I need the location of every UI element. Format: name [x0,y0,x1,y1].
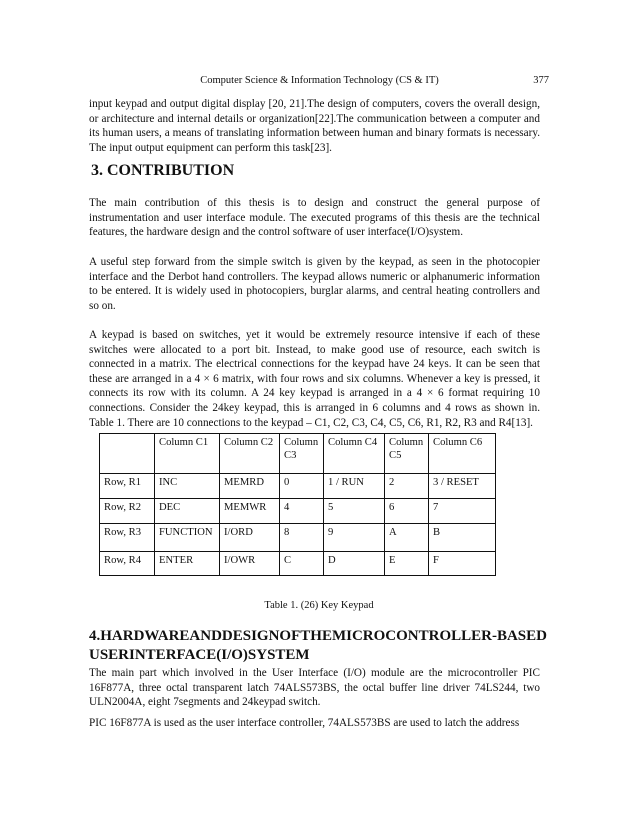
table-cell: 5 [324,499,385,524]
table-cell: 0 [280,474,324,499]
table-cell: Column C3 [280,434,324,474]
table-cell: Row, R2 [100,499,155,524]
table-cell [100,434,155,474]
table-cell: Row, R4 [100,552,155,576]
table-header-row [100,434,496,474]
table-row [100,552,496,576]
table-cell: D [324,552,385,576]
table-cell: Column C4 [324,434,385,474]
table-cell: I/OWR [220,552,280,576]
table-cell: C [280,552,324,576]
paragraph-s4-1: The main part which involved in the User Interface (I/O) module are the microcontroller PIC 16F877A, three octal transparent latch 74ALS573BS, the octal buffer line driver 74LS244, two ULN2004A, eight 7segments and 24keypad switch. [89,667,540,709]
table-cell: Row, R1 [100,474,155,499]
keypad-table [99,433,496,576]
table-cell: DEC [155,499,220,524]
table-cell: Column C6 [429,434,496,474]
paragraph-s3-1: The main contribution of this thesis is to design and construct the general purpose of instrumentation and user interface module. The executed programs of this thesis are the technical features, the hardware design and the control software of user interface(I/O)system. [89,197,540,239]
table-row [100,474,496,499]
paragraph-s3-2: A useful step forward from the simple switch is given by the keypad, as seen in the photocopier interface and the Derbot hand controllers. The keypad allows numeric or alphanumeric information to be entered. It is widely used in photocopiers, burglar alarms, and central heating controllers and so on. [89,256,540,312]
table-cell: 7 [429,499,496,524]
table-cell: Column C2 [220,434,280,474]
table-cell: 4 [280,499,324,524]
table-cell: 1 / RUN [324,474,385,499]
table-cell: Column C1 [155,434,220,474]
table-cell: B [429,524,496,552]
table-cell: FUNCTION [155,524,220,552]
paragraph-s3-3: A keypad is based on switches, yet it would be extremely resource intensive if each of these switches were allocated to a port bit. Instead, to make good use of resource, each switch is connected in a matrix. The electrical connections for the keypad have 24 keys. It can be seen that these are arranged in a 4 × 6 matrix, with four rows and six columns. Whenever a key is pressed, it connects its row with its column. A 24 key keypad is arranged in a 4 × 6 format requiring 10 connections. Consider the 24key keypad, this is arranged in 6 columns and 4 rows as shown in. Table 1. There are 10 connections to the keypad – C1, C2, C3, C4, C5, C6, R1, R2, R3 and R4[13]. [89,329,540,429]
table-cell: MEMWR [220,499,280,524]
table-cell: F [429,552,496,576]
page-number: 377 [533,75,549,86]
section-4-heading: 4.HARDWAREANDDESIGNOFTHEMICROCONTROLLER-BASEDUSERINTERFACE(I/O)SYSTEM [89,628,547,663]
table-cell: MEMRD [220,474,280,499]
table-cell: I/ORD [220,524,280,552]
running-title: Computer Science & Information Technology (CS & IT) [200,75,439,86]
table-cell: E [385,552,429,576]
table-row [100,524,496,552]
table-cell: 9 [324,524,385,552]
table-cell: 6 [385,499,429,524]
table-row [100,499,496,524]
paragraph-intro: input keypad and output digital display [20, 21].The design of computers, covers the overall design, or architecture and internal details or organization[22].The communication between a computer and its human users, a means of translating information between human and binary formats is necessary. The input output equipment can perform this task[23]. [89,98,540,154]
paragraph-s4-2: PIC 16F877A is used as the user interface controller, 74ALS573BS are used to latch the address [89,717,520,729]
table-cell: 2 [385,474,429,499]
table-cell: 3 / RESET [429,474,496,499]
table-cell: Column C5 [385,434,429,474]
table-cell: A [385,524,429,552]
table-cell: ENTER [155,552,220,576]
table-cell: INC [155,474,220,499]
table-caption: Table 1. (26) Key Keypad [264,600,374,611]
table-cell: 8 [280,524,324,552]
section-3-heading: 3. CONTRIBUTION [91,162,235,179]
table-cell: Row, R3 [100,524,155,552]
